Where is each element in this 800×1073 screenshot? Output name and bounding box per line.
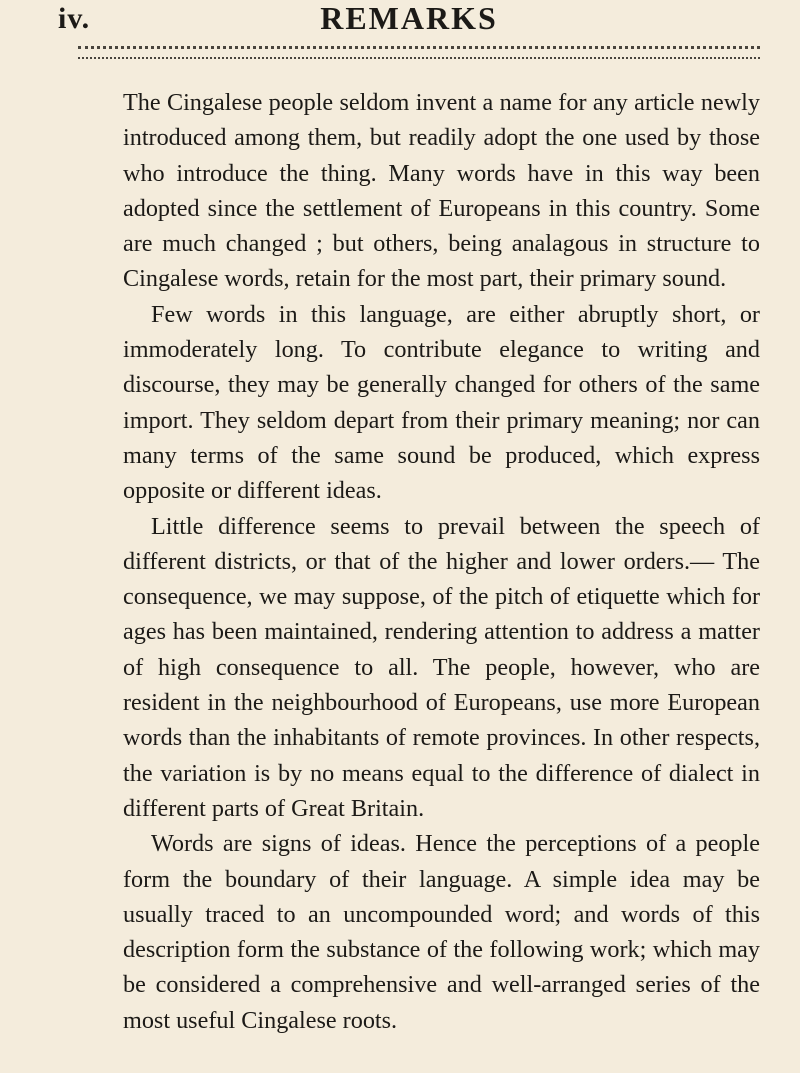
paragraph: Little difference seems to prevail between the speech of different districts, or that of the higher and lower orders.— The consequence, we may suppose, of the pitch of etiquette which for ages has been maintained, rendering attention to address a matter of high consequence to all. The people, however, who are resident in the neighbourhood of Europeans, use more European words than the inhabitants of remote provinces. In other respects, the variation is by no means equal to the difference of dialect in different parts of Great Britain. [123,512,760,822]
ornamental-rule [78,46,760,59]
page-header [58,0,760,46]
body-text [123,85,760,1038]
running-head: REMARKS [320,0,498,36]
page-number: iv. [58,2,91,35]
paragraph: Words are signs of ideas. Hence the perceptions of a people form the boundary of their language. A simple idea may be usually traced to an uncompounded word; and words of this description form the substance of the following work; which may be considered a comprehensive and well-arranged series of the most useful Cingalese roots. [123,830,760,1034]
paragraph: Few words in this language, are either abruptly short, or immoderately long. To contribute elegance to writing and discourse, they may be generally changed for others of the same import. They seldom depart from their primary meaning; nor can many terms of the same sound be produced, which express opposite or different ideas. [123,300,760,505]
paragraph: The Cingalese people seldom invent a name for any article newly introduced among them, but readily adopt the one used by those who introduce the thing. Many words have in this way been adopted since the settlement of Europeans in this country. Some are much changed ; but others, being analagous in structure to Cingalese words, retain for the most part, their primary sound. [123,89,760,293]
